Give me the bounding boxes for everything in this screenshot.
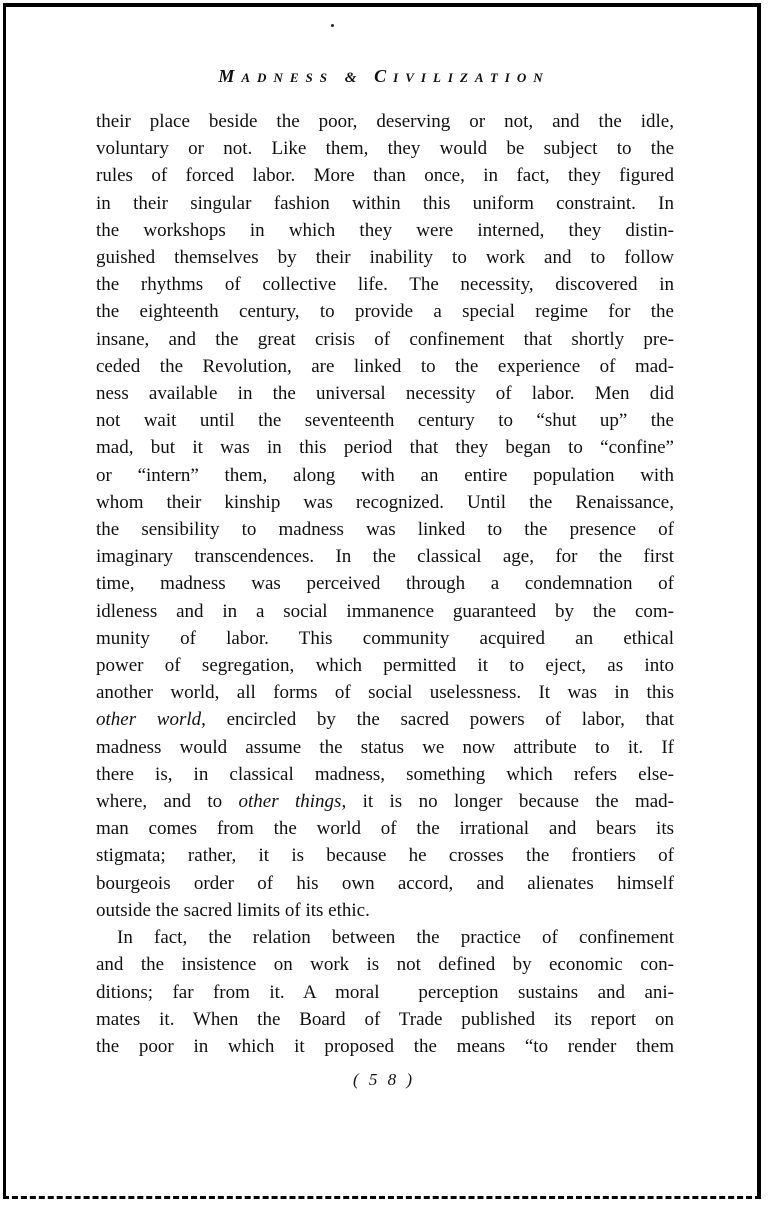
running-header-segment: IVILIZATION [393,70,550,85]
running-header-segment: M [218,66,242,86]
text-line: idleness and in a social immanence guaranteed by the com- [96,600,674,622]
text-line: imaginary transcendences. In the classical age, for the first [96,546,674,568]
text-line: stigmata; rather, it is because he crosses the frontiers of [96,845,674,867]
running-header-segment: ADNESS [241,70,334,85]
running-header [0,66,768,87]
text-line: the eighteenth century, to provide a special regime for the [96,301,674,323]
text-line: the poor in which it proposed the means “to render them [96,1035,674,1057]
text-line: ceded the Revolution, are linked to the experience of mad- [96,355,674,377]
text-line: the rhythms of collective life. The necessity, discovered in [96,274,674,296]
text-line: munity of labor. This community acquired an ethical [96,627,674,649]
text-line: power of segregation, which permitted it to eject, as into [96,655,674,677]
text-line: whom their kinship was recognized. Until the Renaissance, [96,491,674,513]
text-line: outside the sacred limits of its ethic. [96,899,370,921]
text-line: insane, and the great crisis of confinement that shortly pre- [96,328,674,350]
text-line: their place beside the poor, deserving or not, and the idle, [96,111,674,132]
text-line: ness available in the universal necessity of labor. Men did [96,383,674,405]
text-line: guished themselves by their inability to work and to follow [96,247,674,269]
text-line: voluntary or not. Like them, they would be subject to the [96,138,674,160]
text-line: or “intern” them, along with an entire population with [96,464,674,486]
text-line: other world, encircled by the sacred powers of labor, that [96,709,675,731]
text-line: and the insistence on work is not defined by economic con- [96,954,674,976]
text-line: time, madness was perceived through a condemnation of [96,573,674,595]
scan-speck [331,24,334,27]
text-line: mates it. When the Board of Trade published its report on [96,1008,674,1030]
text-line: where, and to other things, it is no longer because the mad- [96,791,674,813]
text-line: bourgeois order of his own accord, and alienates himself [96,872,674,894]
page-number: ( 5 8 ) [352,1070,416,1089]
text-line: another world, all forms of social uselessness. It was in this [96,682,674,704]
text-line: mad, but it was in this period that they began to “confine” [96,437,674,459]
text-line: there is, in classical madness, something which refers else- [96,763,674,785]
text-line: the workshops in which they were interned, they distin- [96,219,674,241]
body-text [96,108,674,1060]
text-line: in their singular fashion within this uniform constraint. In [96,192,674,214]
text-line: madness would assume the status we now attribute to it. If [96,736,674,758]
running-header-segment: C [374,66,394,86]
text-line: the sensibility to madness was linked to the presence of [96,519,674,541]
text-line: not wait until the seventeenth century to “shut up” the [96,410,674,432]
text-line: man comes from the world of the irrational and bears its [96,818,674,840]
running-header-segment: & [333,70,375,86]
text-line: ditions; far from it. A moral perception sustains and ani- [96,981,674,1003]
text-line: In fact, the relation between the practice of confinement [117,927,674,949]
text-line: rules of forced labor. More than once, in fact, they figured [96,165,674,187]
